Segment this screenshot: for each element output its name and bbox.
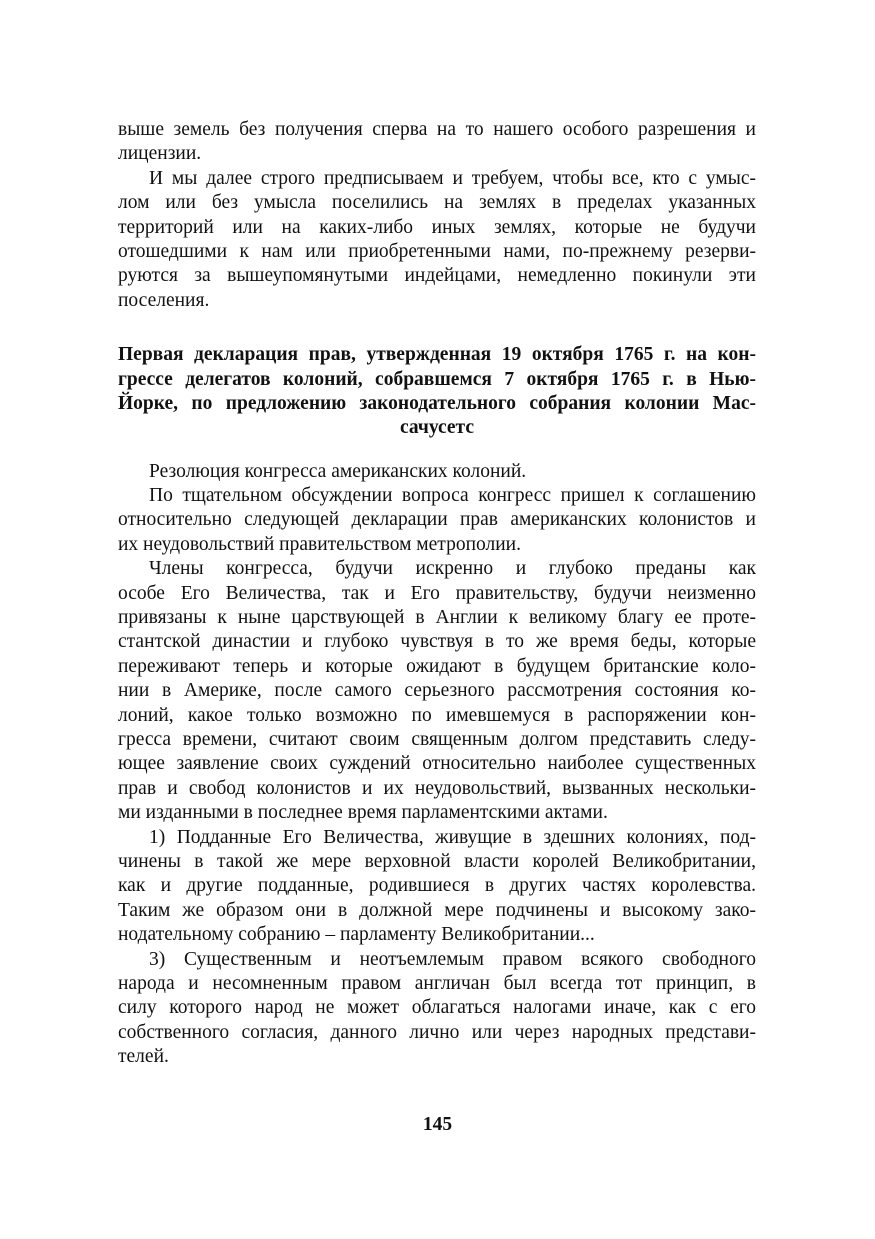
page-content <box>118 118 756 1069</box>
text-line: как и другие подданные, родившиеся в других частях королевства. <box>118 875 756 897</box>
text-line: переживают теперь и которые ожидают в будущем британские коло- <box>118 655 756 677</box>
text-line: 1) Подданные Его Величества, живущие в здешних колониях, под- <box>149 826 756 848</box>
text-line: Резолюция конгресса американских колоний. <box>149 460 527 482</box>
paragraph <box>118 167 756 313</box>
text-line: лицензии. <box>118 143 202 165</box>
text-line: телей. <box>118 1046 169 1068</box>
paragraph <box>118 460 756 484</box>
text-line: Таким же образом они в должной мере подчинены и высокому зако- <box>118 899 756 921</box>
heading-line: Первая декларация прав, утвержденная 19 октября 1765 г. на кон- <box>118 344 756 366</box>
text-line: 3) Существенным и неотъемлемым правом всякого свободного <box>149 948 756 970</box>
text-line: собственного согласия, данного лично или через народных представи- <box>118 1021 756 1043</box>
text-line: лоний, какое только возможно по имевшемуся в распоряжении кон- <box>118 704 756 726</box>
text-line: Члены конгресса, будучи искренно и глубоко преданы как <box>149 558 756 580</box>
text-line: гресса времени, считают своим священным долгом представить следу- <box>118 728 756 750</box>
page-number: 145 <box>422 1114 453 1135</box>
paragraph <box>118 948 756 1070</box>
text-line: силу которого народ не может облагаться налогами иначе, как с его <box>118 997 756 1019</box>
paragraph <box>118 557 756 825</box>
text-line: стантской династии и глубоко чувствуя в то же время беды, которые <box>118 631 756 653</box>
text-line: ющее заявление своих суждений относительно наиболее существенных <box>118 753 756 775</box>
text-line: нии в Америке, после самого серьезного рассмотрения состояния ко- <box>118 680 756 702</box>
text-line: территорий или на каких-либо иных землях, которые не будучи <box>118 216 756 238</box>
text-line: особе Его Величества, так и Его правительству, будучи неизменно <box>118 582 756 604</box>
heading-line: Йорке, по предложению законодательного собрания колонии Мас- <box>118 392 756 414</box>
text-line: лом или без умысла поселились на землях в пределах указанных <box>118 192 756 214</box>
text-line: прав и свобод колонистов и их неудовольствий, вызванных нескольки- <box>118 777 756 799</box>
text-line: отошедшими к нам или приобретенными нами, по-прежнему резерви- <box>118 240 756 262</box>
text-line: народа и несомненным правом англичан был всегда тот принцип, в <box>118 972 756 994</box>
text-line: И мы далее строго предписываем и требуем, чтобы все, кто с умыс- <box>149 167 756 189</box>
paragraph <box>118 484 756 557</box>
text-line: их неудовольствий правительством метрополии. <box>118 533 521 555</box>
text-line: выше земель без получения сперва на то нашего особого разрешения и <box>118 119 756 140</box>
heading-line: сачусетс <box>399 417 475 439</box>
paragraph <box>118 118 756 167</box>
text-line: поселения. <box>118 289 210 311</box>
text-line: чинены в такой же мере верховной власти королей Великобритании, <box>118 850 756 872</box>
section-heading <box>118 343 756 441</box>
text-line: нодательному собранию – парламенту Великобритании... <box>118 924 595 946</box>
heading-line: грессе делегатов колоний, собравшемся 7 октября 1765 г. в Нью- <box>118 368 756 390</box>
text-line: ми изданными в последнее время парламентскими актами. <box>118 802 608 824</box>
text-line: относительно следующей декларации прав американских колонистов и <box>118 509 756 531</box>
paragraph <box>118 826 756 948</box>
text-line: По тщательном обсуждении вопроса конгресс пришел к соглашению <box>149 485 756 507</box>
text-line: привязаны к ныне царствующей в Англии к великому благу ее проте- <box>118 607 756 629</box>
text-line: руются за вышеупомянутыми индейцами, немедленно покинули эти <box>118 265 756 287</box>
